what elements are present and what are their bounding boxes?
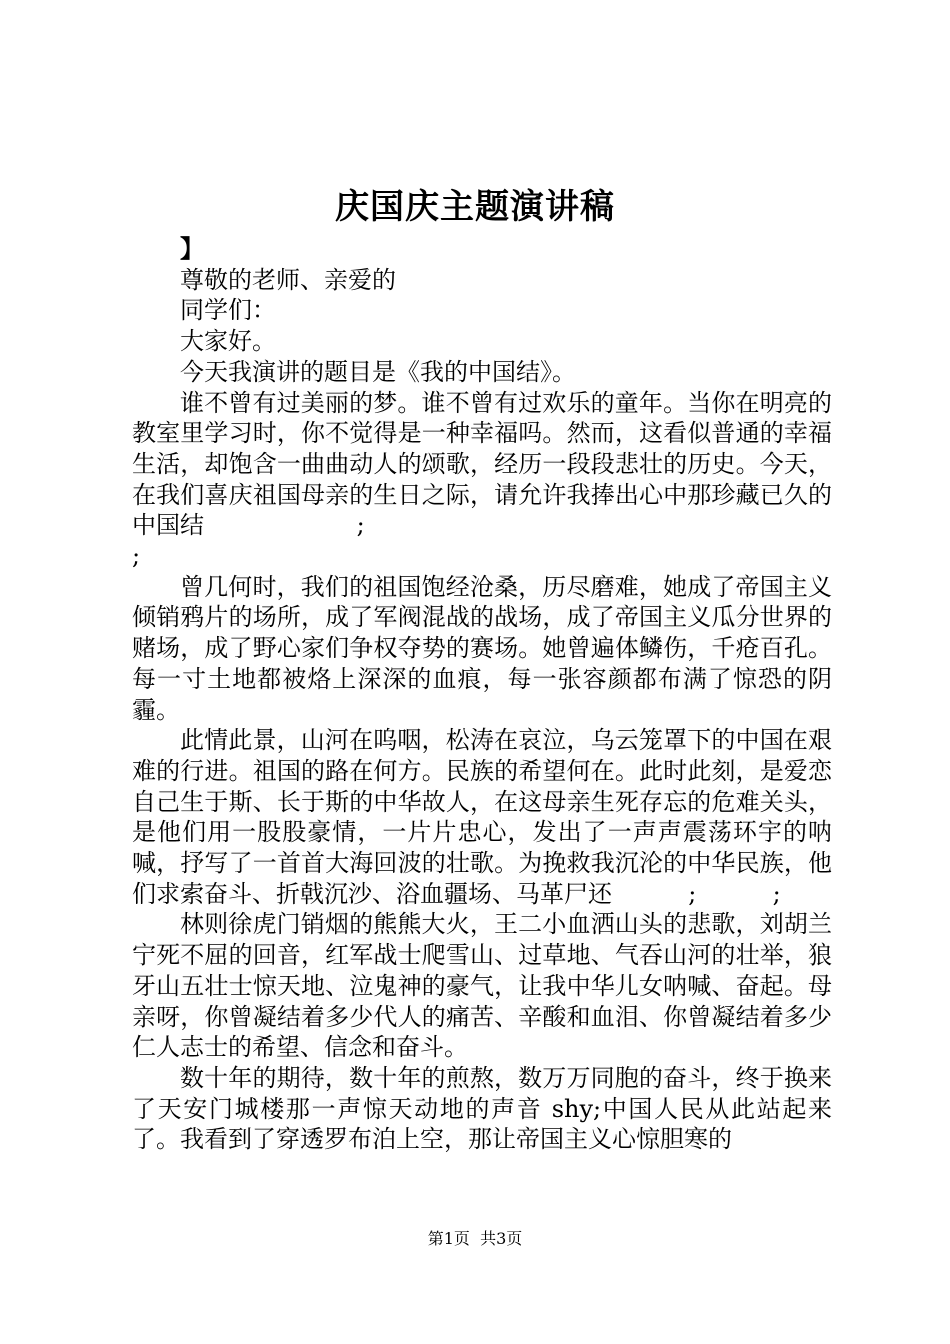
paragraph-founding: 数十年的期待，数十年的煎熬，数万万同胞的奋斗，终于换来了天安门城楼那一声惊天动地的声音 shy;中国人民从此站起来了。我看到了穿透罗布泊上空，那让帝国主义心惊胆寒的 [132,1063,832,1154]
page-footer: 第1页 共3页 [427,1229,523,1248]
document-title: 庆国庆主题演讲稿 [335,187,615,227]
paragraph-topic: 今天我演讲的题目是《我的中国结》。 [180,357,576,386]
document-body [132,234,832,1155]
paragraph-history: 曾几何时，我们的祖国饱经沧桑，历尽磨难，她成了帝国主义倾销鸦片的场所，成了军阀混战的战场，成了帝国主义瓜分世界的赌场，成了野心家们争权夺势的赛场。她曾遍体鳞伤，千疮百孔。每一寸土地都被烙上深深的血痕，每一张容颜都布满了惊恐的阴霾。 [132,572,832,724]
paragraph-dream: 谁不曾有过美丽的梦。谁不曾有过欢乐的童年。当你在明亮的教室里学习时，你不觉得是一种幸福吗。然而，这看似普通的幸福生活，却饱含一曲曲动人的颂歌，经历一段段悲壮的历史。今天，在我们喜庆祖国母亲的生日之际，请允许我捧出心中那珍藏已久的中国结 ; ; [132,388,832,571]
paragraph-struggle: 此情此景，山河在呜咽，松涛在哀泣，乌云笼罩下的中国在艰难的行进。祖国的路在何方。民族的希望何在。此时此刻，是爱恋自己生于斯、长于斯的中华故人，在这母亲生死存忘的危难关头，是他们用一股股豪情，一片片忠心，发出了一声声震荡环宇的呐喊，抒写了一首首大海回波的壮歌。为挽救我沉沦的中华民族，他们求索奋斗、折戟沉沙、浴血疆场、马革尸还 ; ; [132,726,832,908]
bracket-mark: 】 [180,234,204,263]
paragraph-heroes: 林则徐虎门销烟的熊熊大火，王二小血洒山头的悲歌，刘胡兰宁死不屈的回音，红军战士爬雪山、过草地、气吞山河的壮举，狼牙山五壮士惊天地、泣鬼神的豪气，让我中华儿女呐喊、奋起。母亲呀，你曾凝结着多少代人的痛苦、辛酸和血泪、你曾凝结着多少仁人志士的希望、信念和奋斗。 [132,910,832,1062]
paragraph-greeting-2: 同学们： [180,296,276,325]
paragraph-greeting-3: 大家好。 [180,327,276,356]
paragraph-greeting-1: 尊敬的老师、亲爱的 [180,265,396,294]
